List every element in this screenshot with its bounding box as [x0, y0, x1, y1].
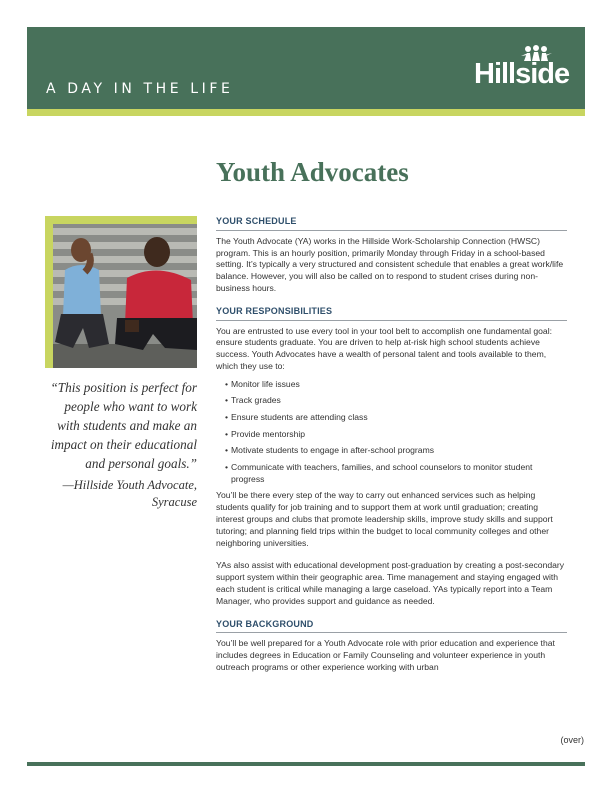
- logo-wordmark: Hillside: [474, 58, 570, 90]
- page-title: Youth Advocates: [216, 157, 409, 187]
- header-tagline: A DAY IN THE LIFE: [46, 81, 234, 97]
- list-item: • Monitor life issues: [225, 379, 567, 391]
- header-accent-stripe: [27, 109, 585, 116]
- responsibilities-paragraph: YAs also assist with educational development post-graduation by creating a post-secondary support system within their geographic area. Time management and staying engaged with each student is critical while managing a large caseload. YAs typically report into a Team Manager, who provides support and guidance as needed.: [216, 560, 565, 606]
- quote-attribution: —Hillside Youth Advocate, Syracuse: [62, 478, 197, 509]
- schedule-paragraph: The Youth Advocate (YA) works in the Hillside Work-Scholarship Connection (HWSC) program. This is an hourly position, primarily Monday through Friday in a school-based setting. It’s typically a very structured and consistent schedule that enables a great work/life balance. However, you will also be called on to respond to student crises during non-business hours.: [216, 235, 564, 293]
- responsibilities-paragraph: You’ll be there every step of the way to carry out enhanced services such as helping students qualify for job training and to support them at work until graduation; creating interest groups and clubs that promote leadership skills, improve study skills and support tutoring; and planning field trips within the budget to local community colleges and other neighboring universities.: [216, 490, 553, 548]
- over-page-indicator: (over): [560, 735, 584, 745]
- main-content: [216, 216, 567, 685]
- background-heading: YOUR BACKGROUND: [216, 619, 567, 634]
- background-section: [216, 619, 567, 674]
- responsibilities-intro: You are entrusted to use every tool in your tool belt to accomplish one fundamental goal: ensure students graduate. You are driven to help at-risk high school students achieve success. Youth Advocates have a wealth of personal talent and tools available to them, which they use to:: [216, 325, 553, 371]
- list-item: • Motivate students to engage in after-school programs: [225, 445, 567, 457]
- footer-bar: [27, 762, 585, 766]
- responsibilities-section: [216, 306, 567, 608]
- pull-quote: “This position is perfect for people who want to work with students and make an impact on their educational and personal goals.”: [50, 380, 197, 471]
- list-item: • Ensure students are attending class: [225, 412, 567, 424]
- responsibilities-heading: YOUR RESPONSIBILITIES: [216, 306, 567, 321]
- responsibilities-list: [216, 379, 567, 486]
- list-item: • Communicate with teachers, families, and school counselors to monitor student progress: [225, 462, 567, 486]
- schedule-section: [216, 216, 567, 295]
- youth-advocates-photo: [53, 224, 197, 368]
- background-paragraph: You’ll be well prepared for a Youth Advocate role with prior education and experience that includes degrees in Education or Family Counseling and volunteer experience in youth outreach programs or other experience working with urban: [216, 638, 555, 672]
- list-item: • Provide mentorship: [225, 429, 567, 441]
- schedule-heading: YOUR SCHEDULE: [216, 216, 567, 231]
- list-item: • Track grades: [225, 395, 567, 407]
- hillside-logo: [474, 44, 570, 98]
